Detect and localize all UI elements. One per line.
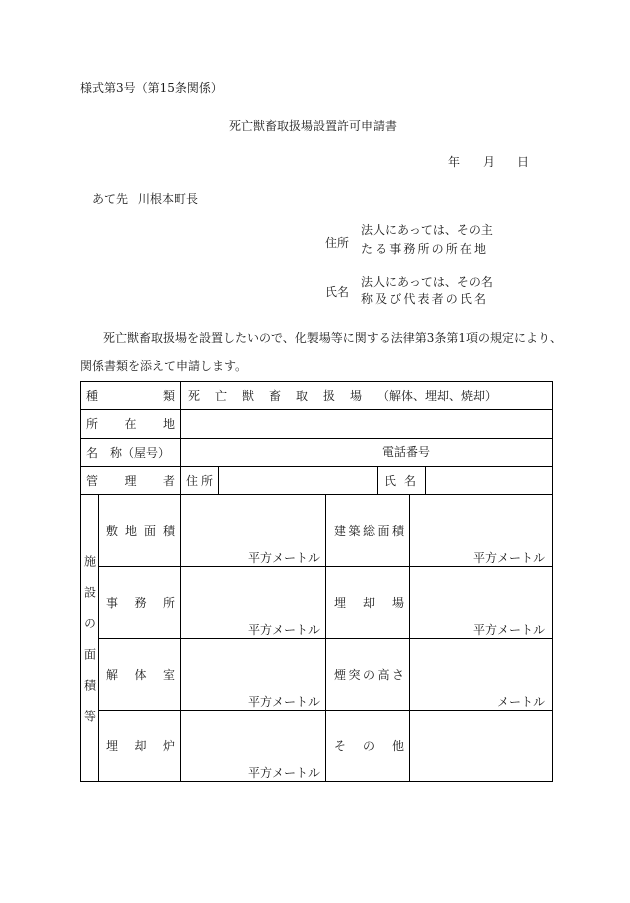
facility-chimney-height-unit: メートル xyxy=(496,695,545,709)
applicant-address-note xyxy=(361,221,493,259)
location-label-cell xyxy=(80,409,181,439)
date-year-label: 年 xyxy=(448,155,461,169)
facility-left-value-cell xyxy=(180,710,326,782)
facility-burial-furnace-unit: 平方メートル xyxy=(247,766,320,780)
recipient-name: 川根本町長 xyxy=(138,192,199,206)
business-name-label: 名 称（屋号） xyxy=(86,445,171,460)
manager-address-label: 住所 xyxy=(186,473,213,488)
manager-name-label-cell xyxy=(377,466,426,495)
manager-label: 管理者 xyxy=(86,473,175,488)
facility-right-value-cell xyxy=(409,494,553,567)
applicant-address-note-line: たる事務所の所在地 xyxy=(361,242,486,256)
facility-burial-site-unit: 平方メートル xyxy=(472,623,545,637)
facility-burial-furnace-label: 埋却炉 xyxy=(106,739,175,753)
facility-left-value-cell xyxy=(180,566,326,639)
facility-dismantling-room-unit: 平方メートル xyxy=(247,695,320,709)
application-table xyxy=(80,381,553,782)
facility-right-label-cell xyxy=(325,494,410,567)
business-name-value-cell xyxy=(180,438,553,467)
statement-line-1: 死亡獣畜取扱場を設置したいので、化製場等に関する法律第3条第1項の規定により、 xyxy=(103,331,563,345)
type-label-cell xyxy=(80,381,181,410)
applicant-name-note-line: 法人にあっては、その名 xyxy=(361,275,493,289)
facility-right-value-cell xyxy=(409,710,553,782)
facility-right-label-cell xyxy=(325,566,410,639)
location-value-cell xyxy=(180,409,553,439)
form-title: 死亡獣畜取扱場設置許可申請書 xyxy=(228,119,397,133)
manager-label-cell xyxy=(80,466,181,495)
facility-site-area-label: 敷地面積 xyxy=(106,523,175,538)
facility-office-unit: 平方メートル xyxy=(247,623,320,637)
form-number: 様式第3号（第15条関係） xyxy=(80,81,223,95)
manager-address-label-cell xyxy=(180,466,219,495)
manager-name-label: 氏名 xyxy=(384,473,416,488)
facility-section-label-cell xyxy=(80,494,99,782)
facility-left-value-cell xyxy=(180,494,326,567)
type-options: （解体、埋却、焼却） xyxy=(377,388,498,403)
applicant-address-label: 住所 xyxy=(325,236,350,250)
facility-site-area-unit: 平方メートル xyxy=(247,551,320,565)
facility-section-label: 施設の面積等 xyxy=(82,554,97,741)
facility-dismantling-room-label: 解体室 xyxy=(106,667,175,682)
type-value: 死亡獣畜取扱場 xyxy=(188,388,378,403)
business-name-label-cell xyxy=(80,438,181,467)
type-value-cell xyxy=(180,381,553,410)
date-day-label: 日 xyxy=(517,155,530,169)
recipient-label: あて先 xyxy=(92,192,129,206)
facility-left-label-cell xyxy=(98,638,181,711)
applicant-name-label: 氏名 xyxy=(325,285,350,299)
facility-left-label-cell xyxy=(98,494,181,567)
manager-address-value-cell xyxy=(218,466,378,495)
applicant-name-note xyxy=(361,274,493,308)
facility-office-label: 事務所 xyxy=(106,595,175,610)
date-month-label: 月 xyxy=(483,155,496,169)
type-label: 種類 xyxy=(86,388,175,403)
facility-building-area-unit: 平方メートル xyxy=(472,551,545,565)
applicant-address-note-line: 法人にあっては、その主 xyxy=(361,223,493,237)
manager-name-value-cell xyxy=(425,466,553,495)
facility-right-label-cell xyxy=(325,710,410,782)
facility-left-value-cell xyxy=(180,638,326,711)
applicant-name-note-line: 称及び代表者の氏名 xyxy=(361,292,486,306)
location-label: 所在地 xyxy=(86,417,175,431)
statement-line-2: 関係書類を添えて申請します。 xyxy=(80,359,248,373)
facility-right-label-cell xyxy=(325,638,410,711)
facility-right-value-cell xyxy=(409,566,553,639)
facility-building-area-label: 建築総面積 xyxy=(334,523,404,538)
facility-left-label-cell xyxy=(98,710,181,782)
facility-burial-site-label: 埋却場 xyxy=(334,595,404,610)
facility-left-label-cell xyxy=(98,566,181,639)
facility-other-label: その他 xyxy=(334,739,404,753)
facility-chimney-height-label: 煙突の高さ xyxy=(334,667,404,682)
phone-label: 電話番号 xyxy=(382,445,431,459)
facility-right-value-cell xyxy=(409,638,553,711)
